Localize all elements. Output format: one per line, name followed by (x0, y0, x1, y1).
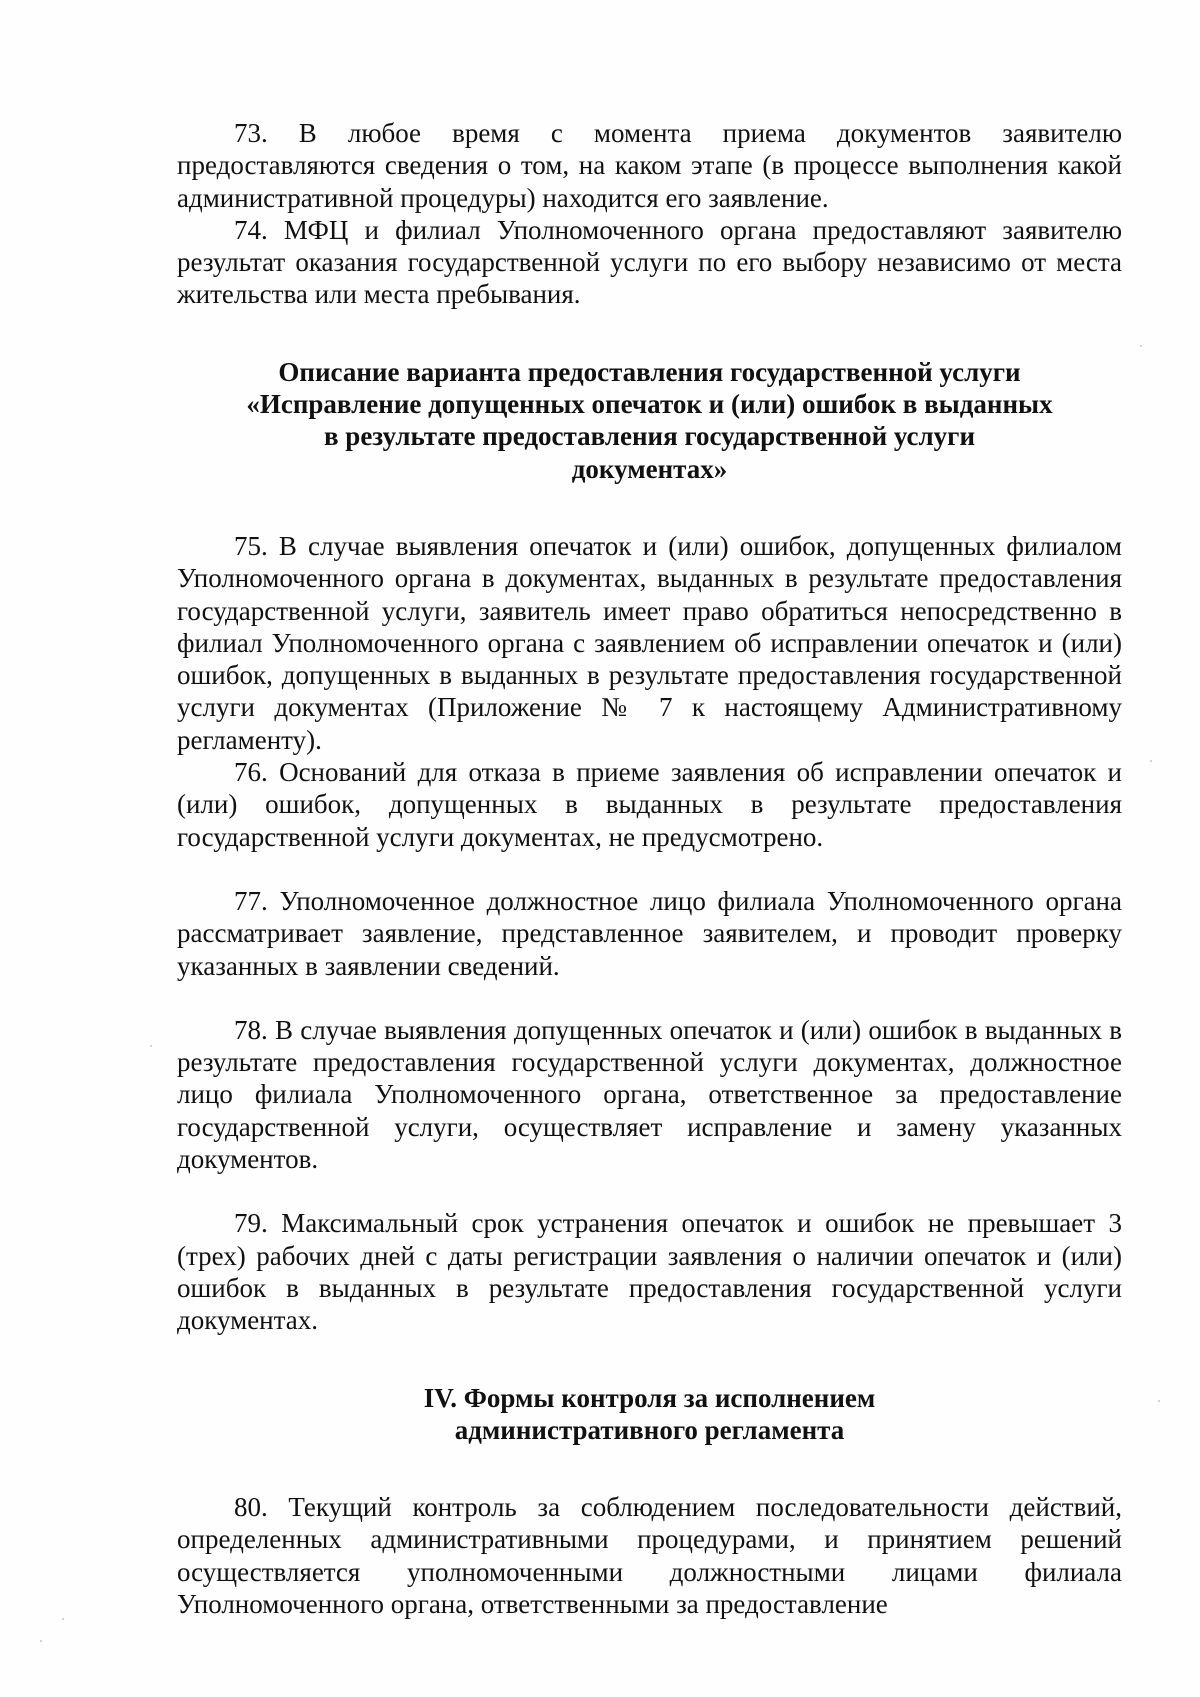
scan-speck (62, 1618, 64, 1620)
heading-line: «Исправление допущенных опечаток и (или) ошибок в выданных (246, 389, 1053, 420)
scan-speck (1140, 345, 1142, 347)
scan-speck (1150, 760, 1152, 762)
spacer (177, 311, 1122, 356)
heading-line: административного регламента (454, 1414, 845, 1445)
spacer (177, 982, 1122, 1014)
spacer (177, 1175, 1122, 1207)
paragraph-80: 80. Текущий контроль за соблюдением последовательности действий, определенных административными процедурами, и принятием решений осуществляется уполномоченными должностными лицами филиала Уполномоченного органа, ответственными за предоставление (177, 1492, 1122, 1619)
paragraph-73: 73. В любое время с момента приема документов заявителю предоставляются сведения о том, на каком этапе (в процессе выполнения какой административной процедуры) находится его заявление. (177, 118, 1122, 213)
heading-line: документах» (571, 453, 728, 484)
spacer (177, 1446, 1122, 1491)
scan-speck (150, 1045, 152, 1047)
spacer (177, 1337, 1122, 1382)
heading-line: Описание варианта предоставления государственной услуги (278, 356, 1021, 387)
heading-line: в результате предоставления государственной услуги (323, 421, 976, 452)
paragraph-74: 74. МФЦ и филиал Уполномоченного органа предоставляют заявителю результат оказания государственной услуги по его выбору независимо от места жительства или места пребывания. (177, 214, 1122, 310)
section-heading-variant (177, 356, 1122, 485)
paragraph-76: 76. Оснований для отказа в приеме заявления об исправлении опечаток и (или) ошибок, допущенных в выданных в результате предоставления государственной услуги документах, не предусмотрено. (177, 757, 1122, 852)
heading-line: IV. Формы контроля за исполнением (423, 1382, 876, 1413)
spacer (177, 853, 1122, 885)
paragraph-78: 78. В случае выявления допущенных опечаток и (или) ошибок в выданных в результате предоставления государственной услуги документах, должностное лицо филиала Уполномоченного органа, ответственное за предоставление государственной услуги, осуществляет исправление и замену указанных документов. (177, 1014, 1122, 1175)
scan-speck (1158, 1400, 1160, 1402)
paragraph-79: 79. Максимальный срок устранения опечаток и ошибок не превышает 3 (трех) рабочих дней с даты регистрации заявления о наличии опечаток и (или) ошибок в выданных в результате предоставления государственной услуги документах. (177, 1208, 1122, 1336)
paragraph-75: 75. В случае выявления опечаток и (или) ошибок, допущенных филиалом Уполномоченного органа в документах, выданных в результате предоставления государственной услуги, заявитель имеет право обратиться непосредственно в филиал Уполномоченного органа с заявлением об исправлении опечаток и (или) ошибок, допущенных в выданных в результате предоставления государственной услуги документах (Приложение № 7 к настоящему Административному регламенту). (177, 530, 1122, 755)
paragraph-77: 77. Уполномоченное должностное лицо филиала Уполномоченного органа рассматривает заявление, представленное заявителем, и проводит проверку указанных в заявлении сведений. (177, 885, 1122, 981)
spacer (177, 485, 1122, 530)
scan-speck (40, 1640, 42, 1642)
section-heading-control (177, 1382, 1122, 1447)
document-body (177, 117, 1122, 1620)
